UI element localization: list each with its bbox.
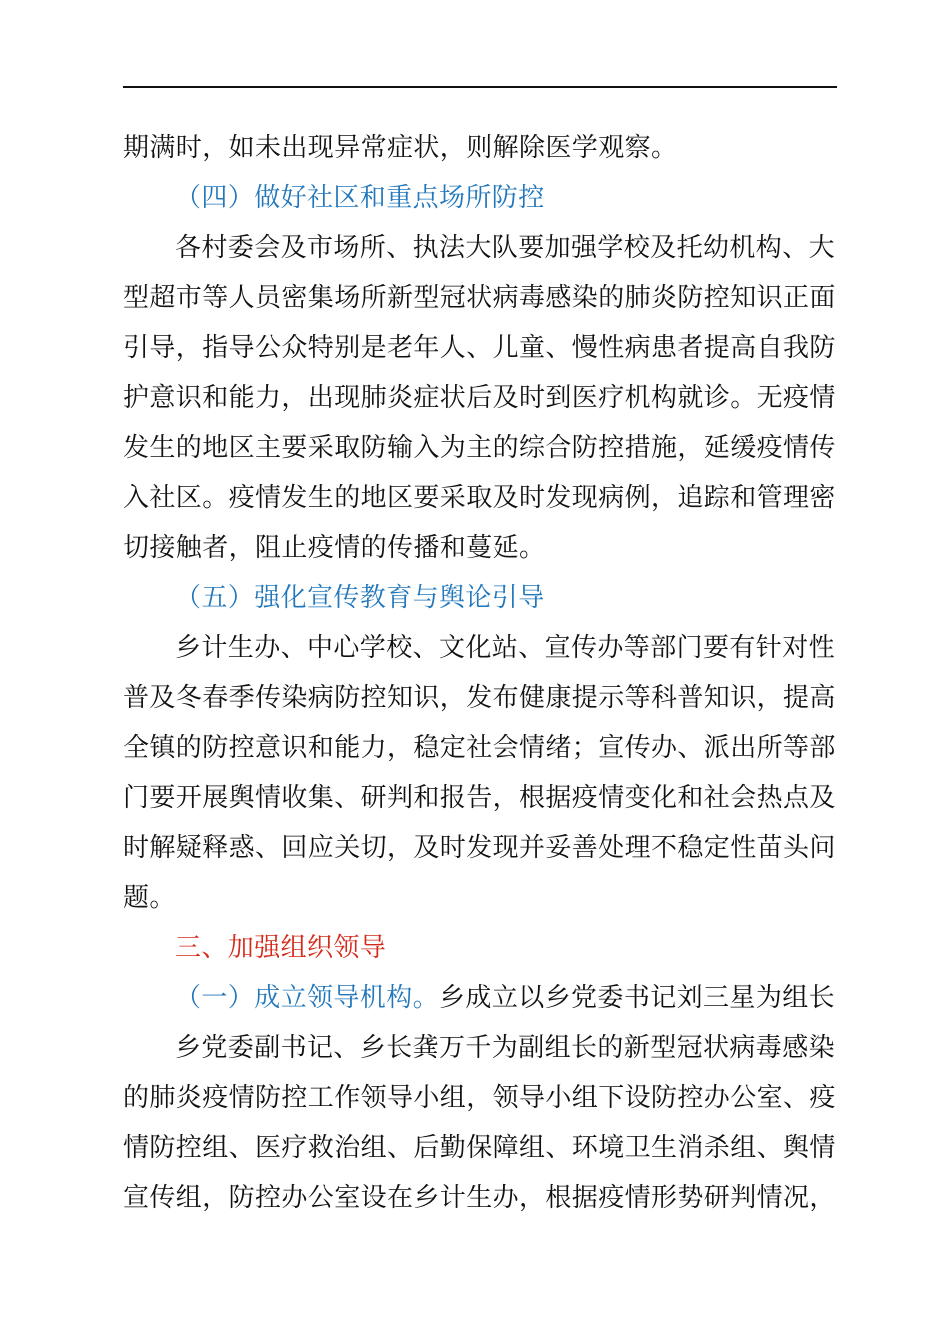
- body-line: 引导，指导公众特别是老年人、儿童、慢性病患者提高自我防: [123, 333, 836, 363]
- body-line: 发生的地区主要采取防输入为主的综合防控措施，延缓疫情传: [123, 433, 836, 463]
- body-line: 乡党委副书记、乡长龚万千为副组长的新型冠状病毒感染: [175, 1033, 836, 1063]
- body-line: 各村委会及市场所、执法大队要加强学校及托幼机构、大: [175, 233, 836, 263]
- body-line: 型超市等人员密集场所新型冠状病毒感染的肺炎防控知识正面: [123, 283, 836, 313]
- body-line: 乡计生办、中心学校、文化站、宣传办等部门要有针对性: [175, 633, 836, 663]
- subsection-heading-1: （一）成立领导机构。: [175, 983, 440, 1013]
- body-line: 入社区。疫情发生的地区要采取及时发现病例，追踪和管理密: [123, 483, 836, 513]
- subsection-line: [123, 973, 837, 1023]
- section-heading-5: （五）强化宣传教育与舆论引导: [175, 583, 545, 613]
- body-line: 切接触者，阻止疫情的传播和蔓延。: [123, 533, 546, 563]
- body-line: 的肺炎疫情防控工作领导小组，领导小组下设防控办公室、疫: [123, 1083, 836, 1113]
- document-body: [123, 123, 837, 1223]
- body-line: 普及冬春季传染病防控知识，发布健康提示等科普知识，提高: [123, 683, 836, 713]
- body-line: 全镇的防控意识和能力，稳定社会情绪；宣传办、派出所等部: [123, 733, 836, 763]
- header-rule: [123, 86, 837, 88]
- section-heading-4: （四）做好社区和重点场所防控: [175, 183, 545, 213]
- body-line: 门要开展舆情收集、研判和报告，根据疫情变化和社会热点及: [123, 783, 836, 813]
- body-line: 题。: [123, 883, 176, 913]
- body-line: 期满时，如未出现异常症状，则解除医学观察。: [123, 133, 678, 163]
- subsection-text-1: 乡成立以乡党委书记刘三星为组长: [439, 983, 836, 1013]
- body-line: 时解疑释惑、回应关切，及时发现并妥善处理不稳定性苗头问: [123, 833, 836, 863]
- body-line: 宣传组，防控办公室设在乡计生办，根据疫情形势研判情况，: [123, 1183, 836, 1213]
- chapter-heading-3: 三、加强组织领导: [175, 933, 387, 963]
- body-line: 护意识和能力，出现肺炎症状后及时到医疗机构就诊。无疫情: [123, 383, 836, 413]
- body-line: 情防控组、医疗救治组、后勤保障组、环境卫生消杀组、舆情: [123, 1133, 836, 1163]
